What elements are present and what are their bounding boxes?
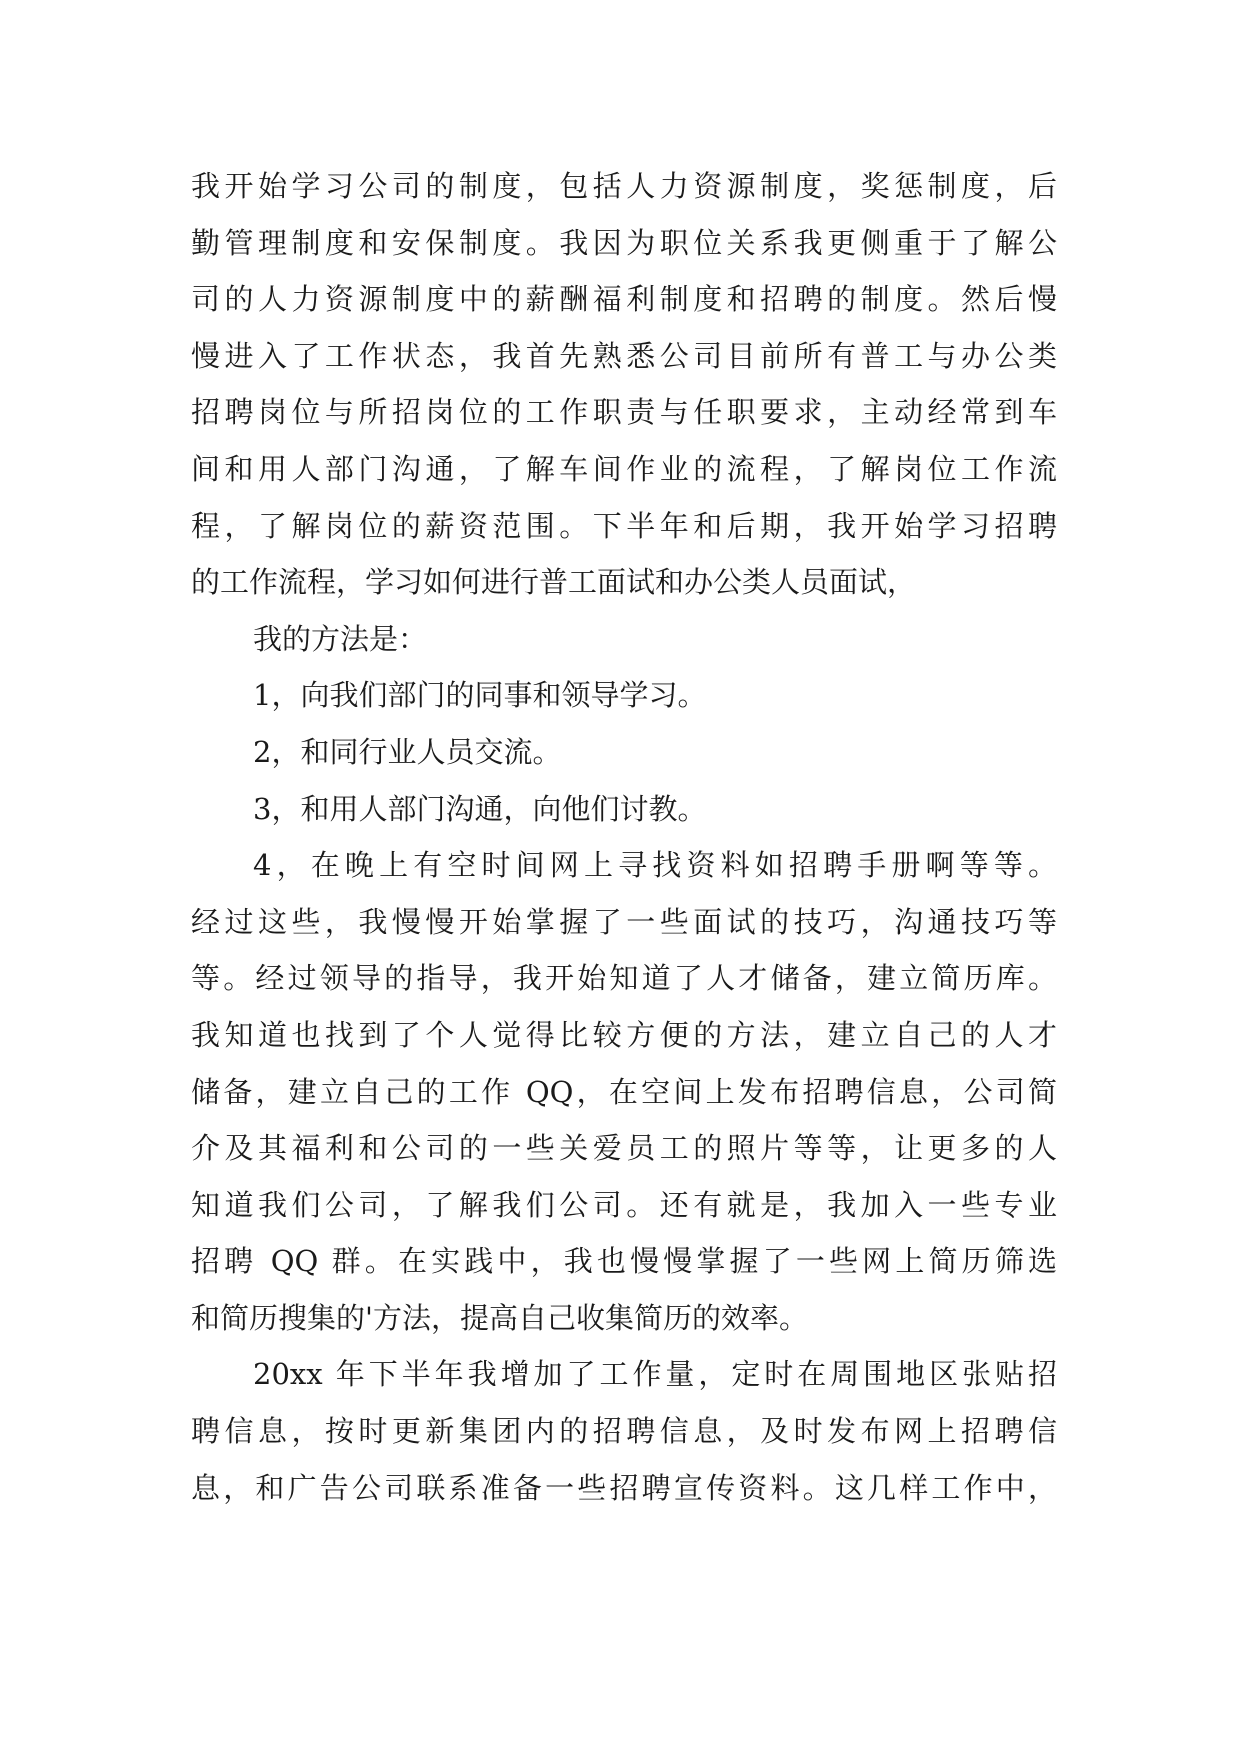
text-line: 20xx 年下半年我增加了工作量，定时在周围地区张贴招 [253, 1357, 1057, 1392]
text-line: 间和用人部门沟通，了解车间作业的流程，了解岗位工作流 [191, 451, 1057, 486]
text-line: 勤管理制度和安保制度。我因为职位关系我更侧重于了解公 [191, 225, 1057, 260]
text-line: 知道我们公司，了解我们公司。还有就是，我加入一些专业 [191, 1187, 1057, 1222]
text-line: 2，和同行业人员交流。 [253, 734, 562, 769]
text-line: 司的人力资源制度中的薪酬福利制度和招聘的制度。然后慢 [191, 282, 1057, 317]
text-line: 招聘岗位与所招岗位的工作职责与任职要求，主动经常到车 [191, 395, 1057, 430]
text-line: 经过这些，我慢慢开始掌握了一些面试的技巧，沟通技巧等 [191, 904, 1057, 939]
text-line: 慢进入了工作状态，我首先熟悉公司目前所有普工与办公类 [191, 338, 1057, 373]
text-line: 等。经过领导的指导，我开始知道了人才储备，建立简历库。 [191, 961, 1057, 996]
body-text [191, 158, 1057, 1516]
text-line: 我的方法是： [253, 621, 428, 656]
text-line: 4，在晚上有空时间网上寻找资料如招聘手册啊等等。 [253, 848, 1057, 883]
text-line: 和简历搜集的'方法，提高自己收集简历的效率。 [191, 1300, 808, 1335]
text-line: 息，和广告公司联系准备一些招聘宣传资料。这几样工作中， [191, 1470, 1057, 1505]
text-line: 程，了解岗位的薪资范围。下半年和后期，我开始学习招聘 [191, 508, 1057, 543]
text-line: 储备，建立自己的工作 QQ，在空间上发布招聘信息，公司简 [191, 1074, 1057, 1109]
text-line: 介及其福利和公司的一些关爱员工的照片等等，让更多的人 [191, 1131, 1057, 1166]
text-line: 1，向我们部门的同事和领导学习。 [253, 678, 707, 713]
text-line: 招聘 QQ 群。在实践中，我也慢慢掌握了一些网上简历筛选 [191, 1244, 1057, 1279]
text-line: 我开始学习公司的制度，包括人力资源制度，奖惩制度，后 [191, 169, 1057, 203]
text-line: 我知道也找到了个人觉得比较方便的方法，建立自己的人才 [191, 1017, 1057, 1052]
text-line: 的工作流程，学习如何进行普工面试和办公类人员面试， [191, 565, 917, 600]
text-line: 聘信息，按时更新集团内的招聘信息，及时发布网上招聘信 [191, 1414, 1057, 1449]
text-line: 3，和用人部门沟通，向他们讨教。 [253, 791, 707, 826]
